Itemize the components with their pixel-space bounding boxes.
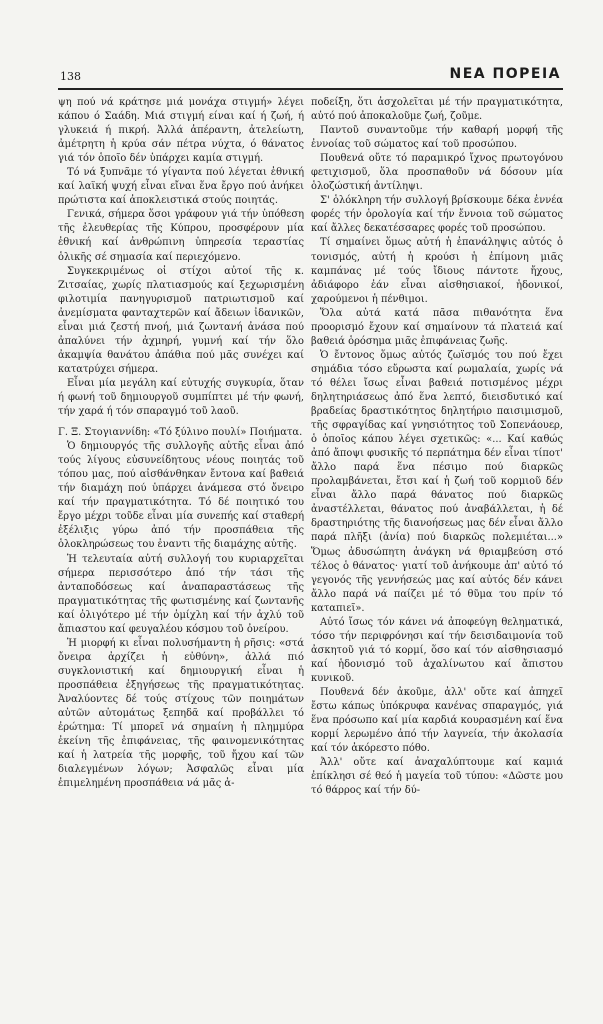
paragraph: Ἡ τελευταία αὐτή συλλογή του κυριαρχεῖται σήμερα περισσότερο ἀπό τήν τάσι τῆς ἀνταποδόσεως καί ἀναπαραστάσεως τῆς πραγματικότητας τῆς φωτισμένης καί ζωντανῆς καί ὀλιγότερο μέ τήν ὀμίχλη καί τήν ἀχλύ τοῦ ἄπιαστου καί φευγαλέου κόσμου τοῦ ὀνείρου.	[58, 553, 304, 635]
page-number: 138	[60, 70, 81, 83]
running-title: ΝΕΑ ΠΟΡΕΙΑ	[449, 66, 561, 82]
paragraph: Ὁ ἔντονος ὅμως αὐτός ζωϊσμός του πού ἔχει σημάδια τόσο εὔρωστα καί ρωμαλαία, χωρίς νά τό θέλει ἴσως εἶναι βαθειά ποτισμένος μέχρι δηλητηριάσεως ἀπό ἕνα λεπτό, διεισδυτικό καί βραδείας δραστικότητος δηλητήριο παισιμισμοῦ, τῆς σφραγίδας καί γνησιότητος τοῦ Σοπενάουερ, ὁ ὁποῖος κάπου λέγει σχετικῶς: «... Καί καθώς ἀπό ἄποψι φυσικῆς τό περπάτημα δέν εἶναι τίποτ' ἄλλο παρά ἕνα πέσιμο πού διαρκῶς προλαμβάνεται, ἔτσι καί ἡ ζωή τοῦ κορμιοῦ δέν εἶναι ἄλλο παρά θάνατος πού διαρκῶς ἀναστέλλεται, θάνατος πού ἀναβάλλεται, ἡ δέ δραστηριότης τῆς διανοήσεως μας δέν εἶναι ἄλλο παρά πλῆξι (ἀνία) πού διαρκῶς πολεμιέται...» Ὅμως ἀδυσώπητη ἀνάγκη νά θριαμβεύση στό τέλος ὁ θάνατος· γιατί τοῦ ἀνήκουμε ἀπ' αὐτό τό γεγονός τῆς γεννήσεώς μας καί αὐτός δέν κάνει ἄλλο παρά νά παίζει μέ τό θῦμα του πρίν τό καταπιεῖ».	[311, 349, 563, 614]
paragraph: Συγκεκριμένως οἱ στίχοι αὐτοί τῆς κ. Ζιτσαίας, χωρίς πλατιασμούς καί ξεχωρισμένη φιλοτιμία πανηγυρισμοῦ πατριωτισμοῦ καί ἀνεμίσματα φανταχτερῶν καί ἄδειων ἰδανικῶν, εἶναι μιά ζεστή πνοή, μιά ζωντανή ἀνάσα πού ἀπαλύνει τήν ἀχμηρή, γυμνή καί τήν ὅλο ἀκαμψία θανάτου ἀπάθια πού μᾶς συνέχει καί κατατρύχει σήμερα.	[58, 265, 304, 375]
paragraph: Παντοῦ συναντοῦμε τήν καθαρή μορφή τῆς ἐννοίας τοῦ σώματος καί τοῦ προσώπου.	[311, 125, 563, 151]
right-column	[311, 96, 563, 798]
paragraph: Ἡ μιορφή κι εἶναι πολυσήμαντη ἡ ρῆσις: «στά ὄνειρα ἀρχίζει ἡ εὐθύνη», ἀλλά πιό συγκλονιστική καί δημιουργική εἶναι ἡ προσπάθεια ἐξηγήσεως τῆς πραγματικότητας. Ἀναλύοντες δέ τούς στίχους τῶν ποιημάτων αὐτῶν αὐτομάτως ξεπηδᾶ καί προβάλλει τό ἐρώτημα: Τί μπορεῖ νά σημαίνη ἡ πλημμύρα ἐκείνη τῆς ἐπιφάνειας, τῆς φαινομενικότητας καί ἡ λατρεία τῆς μορφῆς, τοῦ ἤχου καί τῶν διαλεγμένων λόγων; Ἀσφαλῶς εἶναι μία ἐπιμελημένη προσπάθεια νά μᾶς ἀ-	[58, 637, 304, 790]
paragraph: Τί σημαίνει ὅμως αὐτή ἡ ἐπανάληψις αὐτός ὁ τονισμός, αὐτή ἡ κρούσι ἡ ἐπίμονη μιᾶς καμπάνας μέ τούς ἴδιους πάντοτε ἤχους, ἀδιάφορο ἐάν εἶναι αἰσθησιακοί, ἡδονικοί, χαρούμενοι ἡ πένθιμοι.	[311, 237, 563, 305]
paragraph: Σ' ὁλόκληρη τήν συλλογή βρίσκουμε δέκα ἐννέα φορές τήν ὁρολογία καί τήν ἔννοια τοῦ σώματος καί ἄλλες δεκατέσσαρες φορές τοῦ προσώπου.	[311, 195, 563, 235]
paragraph: Ὅλα αὐτά κατά πᾶσα πιθανότητα ἕνα προορισμό ἔχουν καί σημαίνουν τά πλατειά καί βαθειά ὁρόσημα μιᾶς ἐπιφάνειας ζωῆς.	[311, 307, 563, 347]
paragraph: Ἀλλ' οὔτε καί ἀναχαλύπτουμε καί καμιά ἐπίκλησι σέ θεό ἡ μαγεία τοῦ τύπου: «Δῶστε μου τό θάρρος καί τήν δύ-	[311, 757, 563, 797]
paragraph: Αὐτό ἴσως τόν κάνει νά ἀποφεύγη θεληματικά, τόσο τήν περιφρόνησι καί τήν δεισιδαιμονία τοῦ ἀσκητοῦ γιά τό κορμί, ὅσο καί τόν αἰσθησιασμό καί ἡδονισμό τοῦ ἀχαλίνωτου καί ἄπιστου κυνικοῦ.	[311, 616, 563, 684]
paragraph: Τό νά ξυπνᾶμε τό γίγαντα πού λέγεται ἐθνική καί λαϊκή ψυχή εἶναι εἴναι ἕνα ἔργο πού ἀνήκει πρώτιστα καί ἀποκλειστικά στούς ποιητάς.	[58, 167, 304, 207]
review-heading: Γ. Ξ. Στογιαννίδη: «Τό ξύλινο πουλί» Ποιήματα.	[58, 427, 303, 439]
paragraph: ποδείξη, ὅτι ἀσχολεῖται μέ τήν πραγματικότητα, αὐτό πού ἀποκαλοῦμε ζωή, ζοῦμε.	[311, 97, 563, 123]
paragraph: Γενικά, σήμερα ὅσοι γράφουν γιά τήν ὑπόθεση τῆς ἐλευθερίας τῆς Κύπρου, προσφέρουν μία ἐθνική καί ἀνθρώπινη ὑπηρεσία τεραστίας ὁλικῆς σέ σημασία καί περιεχόμενο.	[58, 209, 304, 263]
paragraph: ψη πού νά κράτησε μιά μονάχα στιγμή» λέγει κάπου ό Σαάδη. Μιά στιγμή είναι καί ή ζωή, ή γλυκειά ή πικρή. Ἀλλά ἀπέραντη, ἀτελείωτη, ἀμέτρητη ἡ κρύα σάν πέτρα νύχτα, ό θάνατος γιά τόν ὁποῖο δέν ὑπάρχει καμία στιγμή.	[58, 97, 304, 165]
paragraph: Ὁ δημιουργός τῆς συλλογῆς αὐτῆς εἶναι ἀπό τούς λίγους εὐσυνείδητους νέους ποιητάς τοῦ τόπου μας, πού αἰσθάνθηκαν ἔντονα καί βαθειά τήν διαμάχη πού ὑπάρχει ἀνάμεσα στό ὄνειρο καί τήν πραγματικότητα. Τό δέ ποιητικό του ἔργο μέχρι τοῦδε εἶναι μία συνεπής καί σταθερή ἐξέλιξις γύρω ἀπό τήν προσπάθεια τῆς ὁλοκληρώσεως του ἐναντι τῆς διαμάχης αὐτῆς.	[58, 441, 304, 551]
paragraph: Πουθενά οὔτε τό παραμικρό ἴχνος πρωτογόνου φετιχισμοῦ, ὅλα προσπαθοῦν νά δόσουν μία ὁλοζώστική ἀντίληψι.	[311, 153, 563, 193]
paragraph: Πουθενά δέν ἀκοῦμε, ἀλλ' οὔτε καί ἀπηχεῖ ἔστω κάπως ὑπόκρυφα κανένας σπαραγμός, γιά ἕνα πρόσωπο καί μία καρδιά κουρασμένη καί ἕνα κορμί λερωμένο ἀπό τήν λαγνεία, τήν ἀκολασία καί τόν ἀκόρεστο πόθο.	[311, 686, 563, 755]
header-rule	[58, 88, 563, 90]
left-column	[58, 96, 304, 791]
paragraph: Εἶναι μία μεγάλη καί εὐτυχής συγκυρία, ὅταν ή φωνή τοῦ δημιουργοῦ συμπίπτει μέ τήν φωνή, τήν χαρά ή τόν σπαραγμό τοῦ λαοῦ.	[58, 377, 304, 418]
